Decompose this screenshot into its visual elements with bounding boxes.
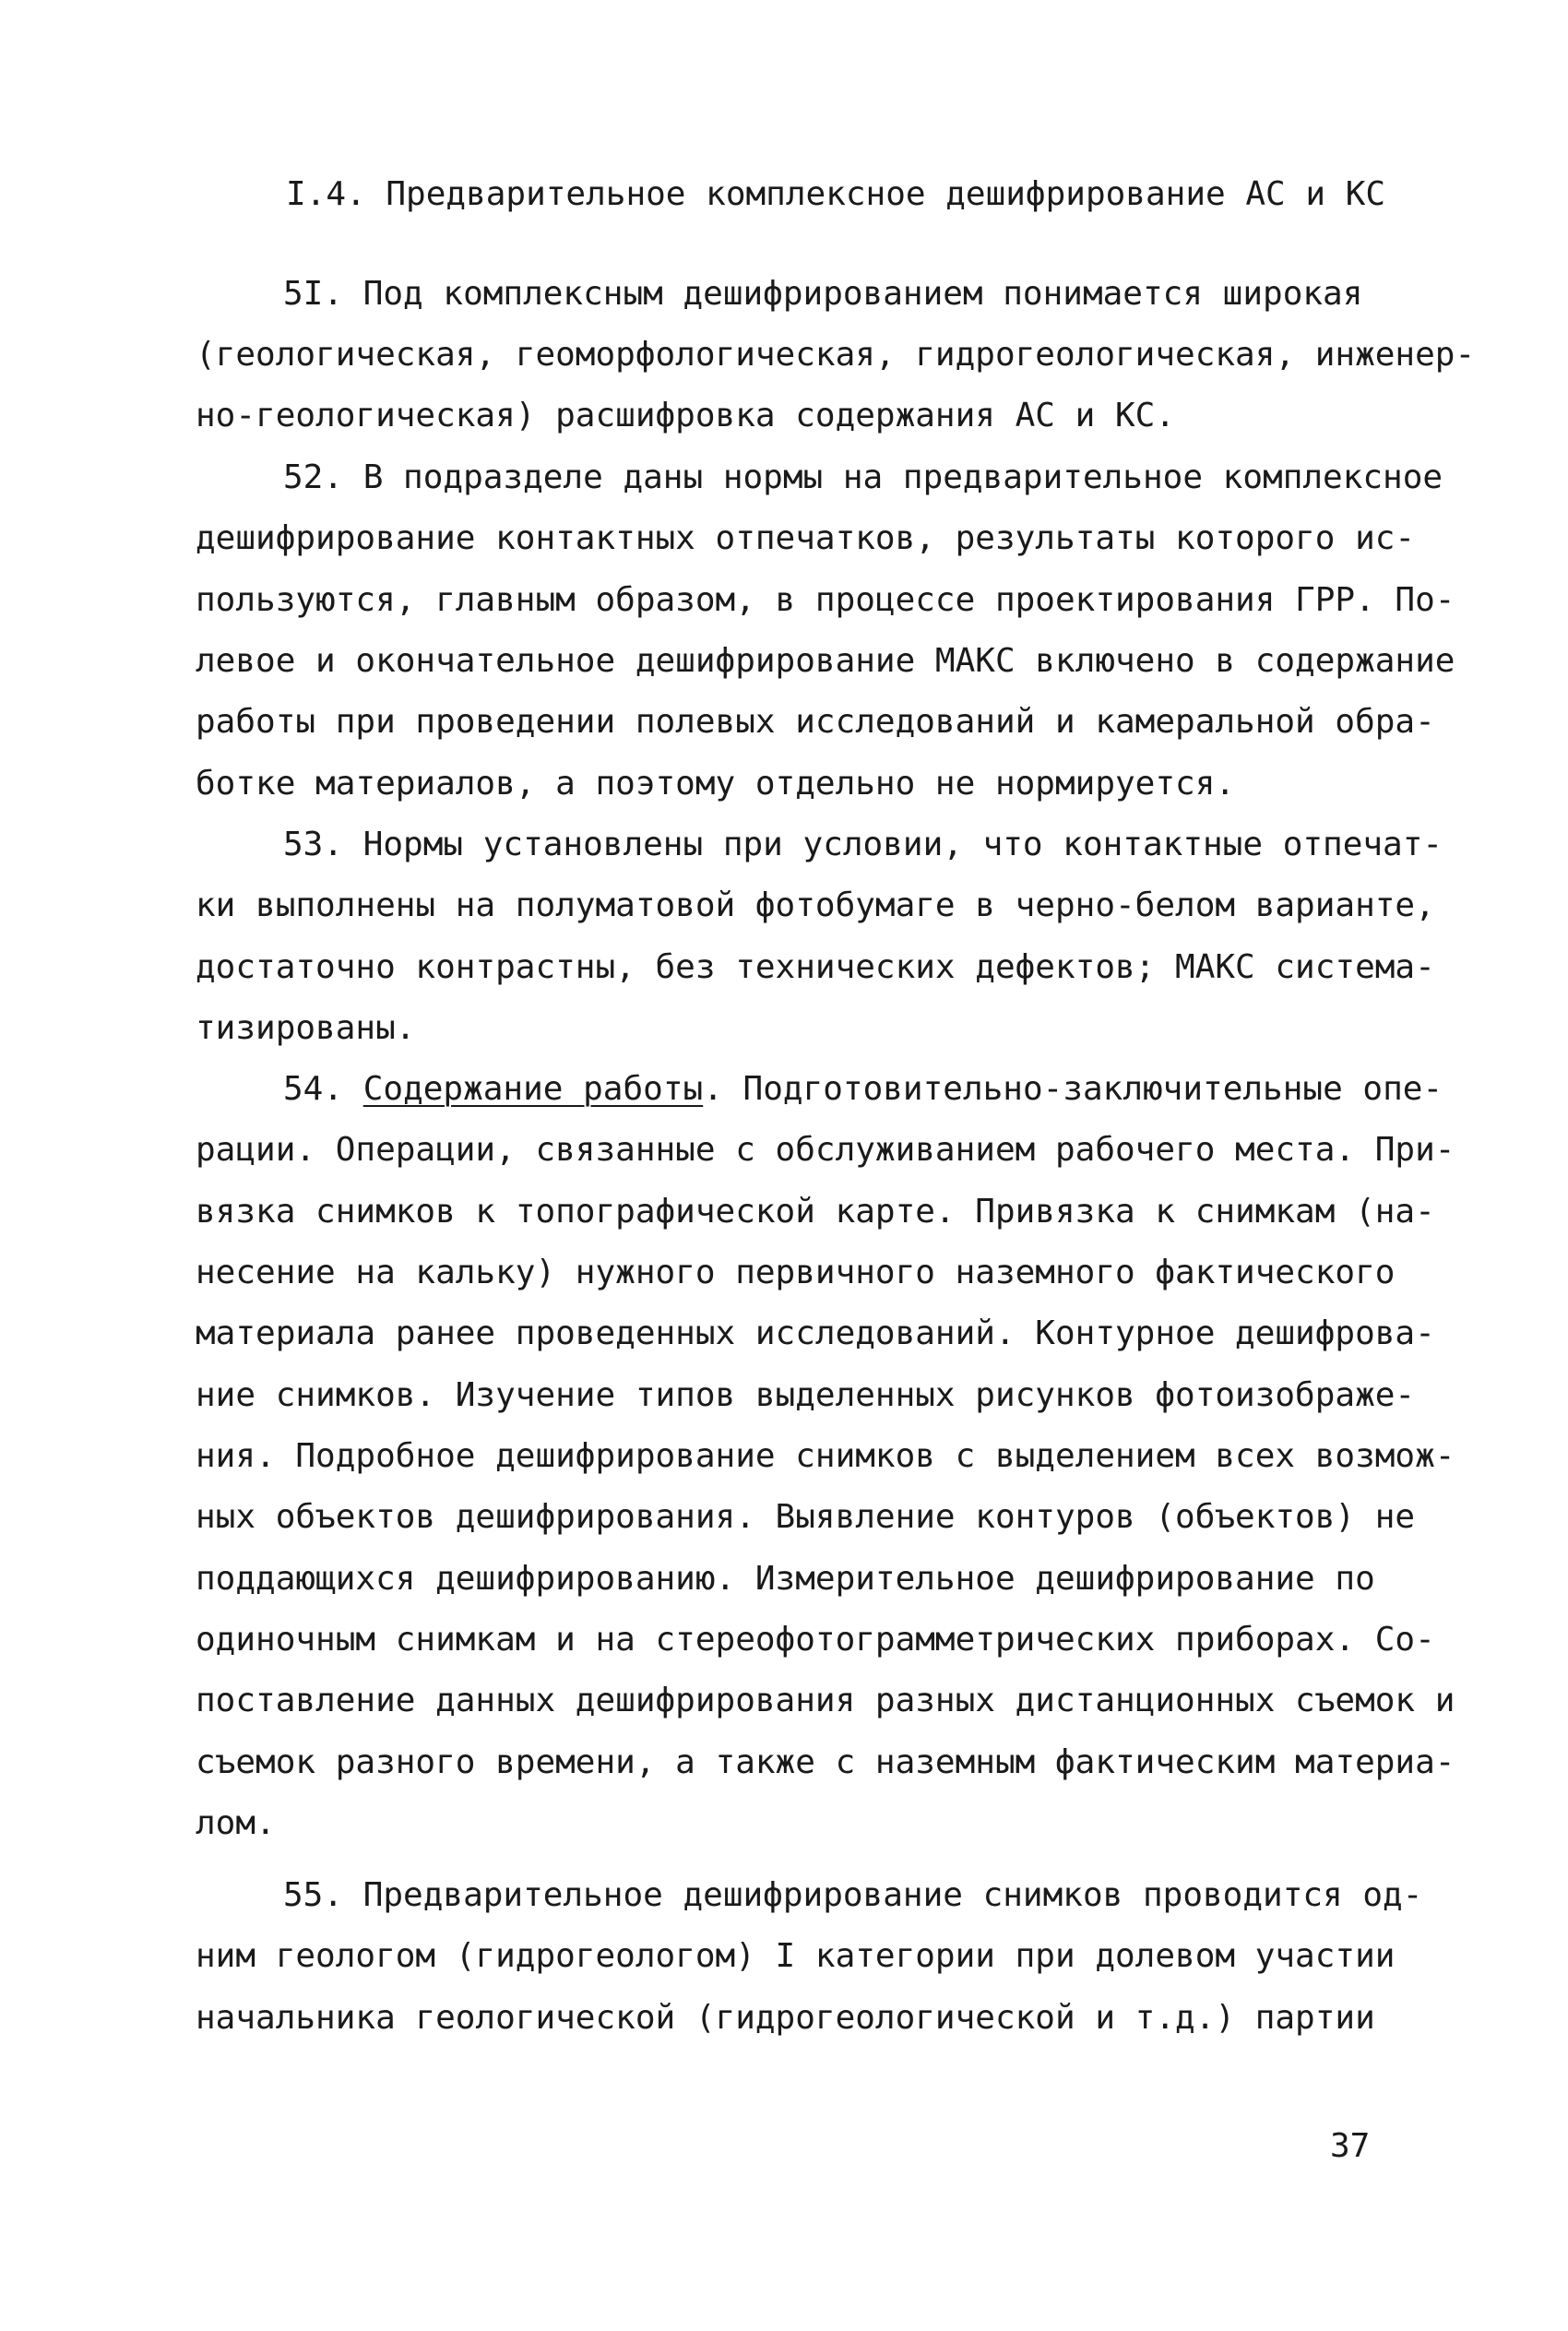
paragraph-54-line: поставление данных дешифрирования разных дистанционных съемок и (196, 1682, 1455, 1719)
paragraph-54-line: лом. (196, 1804, 276, 1842)
paragraph-51-line: 5I. Под комплексным дешифрированием понимается широкая (283, 275, 1363, 313)
paragraph-54-line: несение на кальку) нужного первичного наземного фактического (196, 1254, 1396, 1291)
paragraph-54-line: ных объектов дешифрирования. Выявление контуров (объектов) не (196, 1498, 1416, 1536)
paragraph-54-line-rest: . Подготовительно-заключительные опе- (703, 1070, 1443, 1108)
paragraph-53-line: тизированы. (196, 1009, 416, 1047)
underlined-term: Содержание работы (362, 1070, 704, 1108)
paragraph-54-line: одиночным снимкам и на стереофотограмметрических приборах. Со- (196, 1621, 1435, 1659)
paragraph-54-line: рации. Операции, связанные с обслуживанием рабочего места. При- (196, 1131, 1455, 1169)
paragraph-51-line: но-геологическая) расшифровка содержания АС и КС. (196, 397, 1176, 434)
page-number: 37 (1330, 2127, 1371, 2165)
paragraph-54-line: ния. Подробное дешифрирование снимков с выделением всех возмож- (196, 1437, 1455, 1475)
paragraph-55-line: ним геологом (гидрогеологом) I категории при долевом участии (196, 1937, 1396, 1975)
section-heading: I.4. Предварительное комплексное дешифрирование АС и КС (286, 175, 1386, 213)
paragraph-52-line: работы при проведении полевых исследований и камеральной обра- (196, 703, 1435, 741)
paragraph-52-line: ботке материалов, а поэтому отдельно не нормируется. (196, 765, 1236, 803)
paragraph-53-line: 53. Нормы установлены при условии, что контактные отпечат- (283, 826, 1443, 863)
paragraph-52-line: 52. В подразделе даны нормы на предварительное комплексное (283, 458, 1443, 496)
paragraph-53-line: ки выполнены на полуматовой фотобумаге в черно-белом варианте, (196, 886, 1435, 924)
paragraph-54-line: ние снимков. Изучение типов выделенных рисунков фотоизображе- (196, 1376, 1416, 1414)
paragraph-51-line: (геологическая, геоморфологическая, гидрогеологическая, инженер- (196, 336, 1476, 374)
paragraph-number: 54. (283, 1070, 344, 1108)
paragraph-55-line: начальника геологической (гидрогеологической и т.д.) партии (196, 1999, 1375, 2037)
paragraph-54-line: материала ранее проведенных исследований. Контурное дешифрова- (196, 1314, 1435, 1352)
paragraph-54-first-line (283, 1066, 1443, 1112)
paragraph-54-line: вязка снимков к топографической карте. Привязка к снимкам (на- (196, 1193, 1435, 1231)
paragraph-53-line: достаточно контрастны, без технических дефектов; МАКС система- (196, 948, 1435, 986)
paragraph-52-line: пользуются, главным образом, в процессе проектирования ГРР. По- (196, 581, 1455, 619)
paragraph-52-line: дешифрирование контактных отпечатков, результаты которого ис- (196, 519, 1416, 557)
paragraph-52-line: левое и окончательное дешифрирование МАКС включено в содержание (196, 642, 1455, 680)
paragraph-54-line: поддающихся дешифрированию. Измерительное дешифрирование по (196, 1560, 1375, 1598)
paragraph-55-line: 55. Предварительное дешифрирование снимков проводится од- (283, 1876, 1423, 1914)
paragraph-54-line: съемок разного времени, а также с наземным фактическим материа- (196, 1743, 1455, 1781)
